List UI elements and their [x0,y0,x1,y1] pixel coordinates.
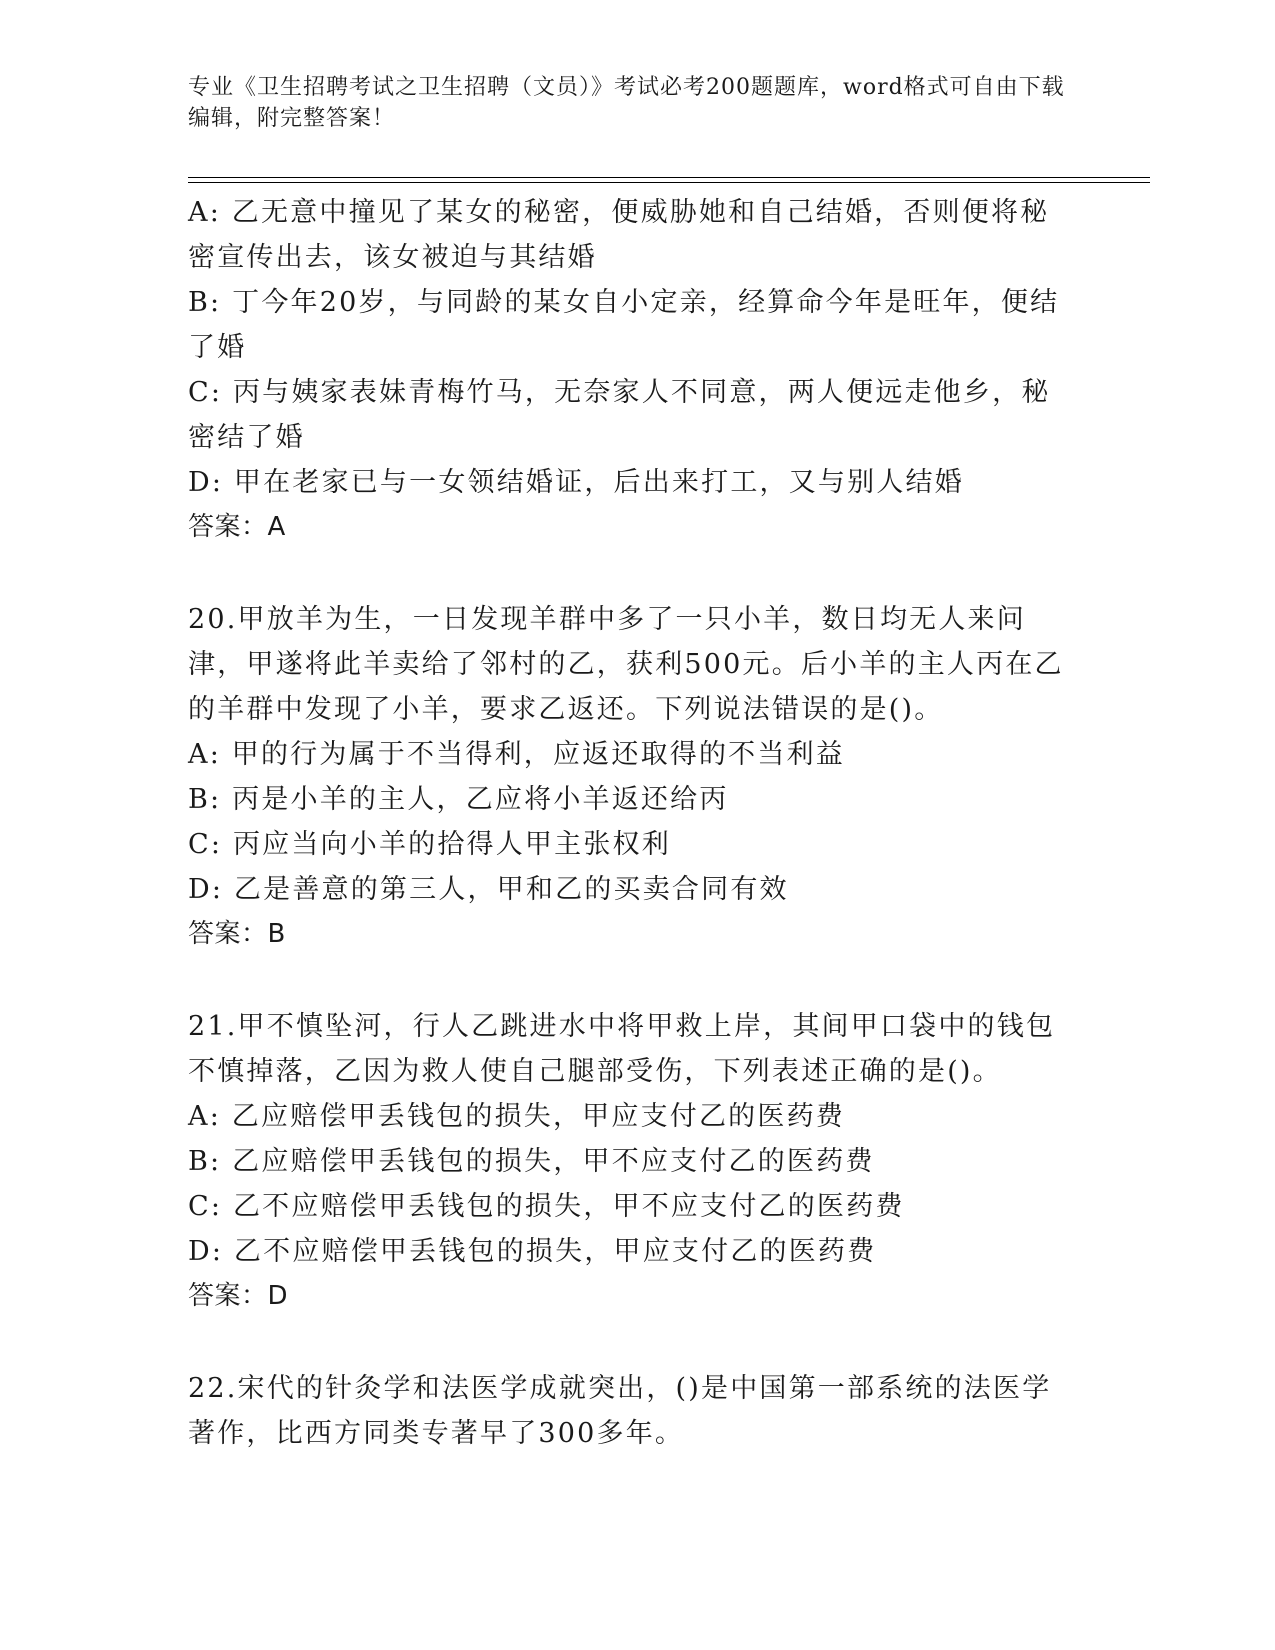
question-stem: 22.宋代的针灸学和法医学成就突出，()是中国第一部系统的法医学著作，比西方同类专著早了300多年。 [188,1373,1052,1449]
option-d: D: 甲在老家已与一女领结婚证，后出来打工，又与别人结婚 [188,467,964,498]
option-c: C: 丙应当向小羊的拾得人甲主张权利 [188,829,671,860]
option-b: B: 乙应赔偿甲丢钱包的损失，甲不应支付乙的医药费 [188,1146,875,1177]
header-rule-bottom [188,182,1150,183]
question-list [188,190,1068,1456]
question-block-20 [188,597,1068,957]
question-block-19 [188,190,1068,550]
question-block-22 [188,1366,1068,1456]
spacer [188,957,1068,1004]
question-block-21 [188,1004,1068,1319]
answer-line: 答案：A [188,512,286,542]
option-d: D: 乙是善意的第三人，甲和乙的买卖合同有效 [188,874,789,905]
option-d: D: 乙不应赔偿甲丢钱包的损失，甲应支付乙的医药费 [188,1236,877,1267]
answer-line: 答案：B [188,919,286,949]
spacer [188,1319,1068,1366]
option-b: B: 丁今年20岁，与同龄的某女自小定亲，经算命今年是旺年，便结了婚 [188,287,1060,363]
option-a: A: 乙无意中撞见了某女的秘密，便威胁她和自己结婚，否则便将秘密宣传出去，该女被迫与其结婚 [188,197,1050,273]
question-stem: 20.甲放羊为生，一日发现羊群中多了一只小羊，数日均无人来问津，甲遂将此羊卖给了邻村的乙，获利500元。后小羊的主人丙在乙的羊群中发现了小羊，要求乙返还。下列说法错误的是()。 [188,604,1064,725]
option-a: A: 乙应赔偿甲丢钱包的损失，甲应支付乙的医药费 [188,1101,845,1132]
option-c: C: 丙与姨家表妹青梅竹马，无奈家人不同意，两人便远走他乡，秘密结了婚 [188,377,1051,453]
question-stem: 21.甲不慎坠河，行人乙跳进水中将甲救上岸，其间甲口袋中的钱包不慎掉落，乙因为救人使自己腿部受伤，下列表述正确的是()。 [188,1011,1056,1087]
option-c: C: 乙不应赔偿甲丢钱包的损失，甲不应支付乙的医药费 [188,1191,905,1222]
header-rule-top [188,177,1150,178]
option-b: B: 丙是小羊的主人，乙应将小羊返还给丙 [188,784,729,815]
answer-line: 答案：D [188,1281,289,1311]
spacer [188,550,1068,597]
document-header: 专业《卫生招聘考试之卫生招聘（文员）》考试必考200题题库，word格式可自由下载编辑，附完整答案！ [188,75,1065,131]
option-a: A: 甲的行为属于不当得利，应返还取得的不当利益 [188,739,845,770]
